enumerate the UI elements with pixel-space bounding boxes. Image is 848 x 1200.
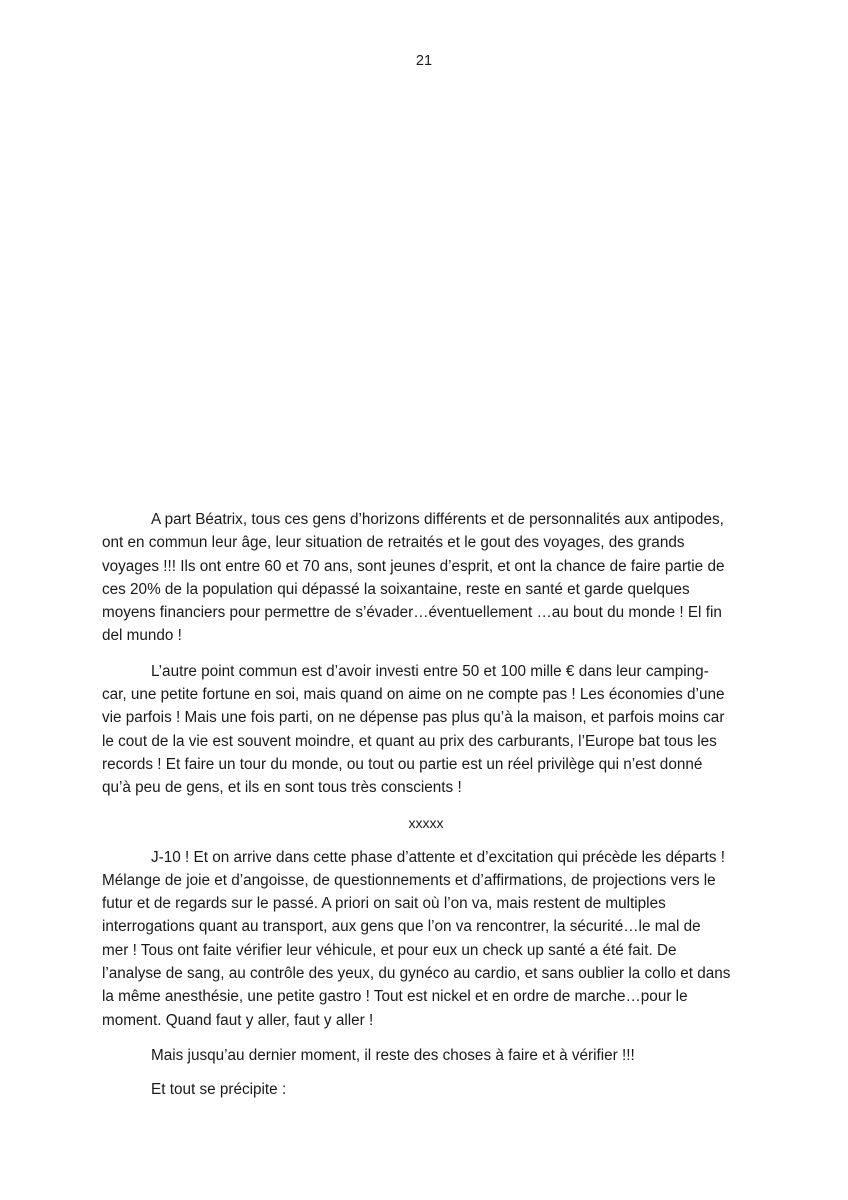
text-line: futur et de regards sur le passé. A priori on sait où l’on va, mais restent de multiples xyxy=(102,895,666,913)
paragraph-4: Mais jusqu’au dernier moment, il reste des choses à faire et à vérifier !!! xyxy=(151,1046,635,1064)
text-line: Mélange de joie et d’angoisse, de questionnements et d’affirmations, de projections vers le xyxy=(102,871,716,889)
text-line: moyens financiers pour permettre de s’évader…éventuellement …au bout du monde ! El fin xyxy=(102,604,722,622)
text-line: vie parfois ! Mais une fois parti, on ne dépense pas plus qu’à la maison, et parfois moins car xyxy=(102,709,725,727)
text-line: la même anesthésie, une petite gastro ! Tout est nickel et en ordre de marche…pour le xyxy=(102,988,688,1006)
text-line: moment. Quand faut y aller, faut y aller ! xyxy=(102,1011,374,1029)
page-number: 21 xyxy=(415,53,433,69)
section-separator: xxxxx xyxy=(408,814,444,831)
text-line: qu’à peu de gens, et ils en sont tous très conscients ! xyxy=(102,779,462,797)
text-line: records ! Et faire un tour du monde, ou tout ou partie est un réel privilège qui n’est donné xyxy=(102,755,703,773)
text-line: ces 20% de la population qui dépassé la soixantaine, reste en santé et garde quelques xyxy=(102,580,690,598)
text-line: A part Béatrix, tous ces gens d’horizons différents et de personnalités aux antipodes, xyxy=(151,511,724,528)
text-line: voyages !!! Ils ont entre 60 et 70 ans, sont jeunes d’esprit, et ont la chance de faire partie de xyxy=(102,557,725,575)
text-line: del mundo ! xyxy=(102,627,182,645)
text-line: l’analyse de sang, au contrôle des yeux, du gynéco au cardio, et sans oublier la collo et dans xyxy=(102,965,731,983)
text-line: J-10 ! Et on arrive dans cette phase d’attente et d’excitation qui précède les départs ! xyxy=(151,848,725,866)
text-line: interrogations quant au transport, aux gens que l’on va rencontrer, la sécurité…le mal de xyxy=(102,918,701,936)
text-line: le cout de la vie est souvent moindre, et quant au prix des carburants, l’Europe bat tous les xyxy=(102,732,717,750)
paragraph-5: Et tout se précipite : xyxy=(151,1081,287,1099)
text-line: mer ! Tous ont faite vérifier leur véhicule, et pour eux un check up santé a été fait. De xyxy=(102,941,677,959)
text-line: ont en commun leur âge, leur situation de retraités et le gout des voyages, des grands xyxy=(102,534,685,552)
body-text xyxy=(102,508,750,1113)
paragraph-3 xyxy=(102,846,750,1032)
paragraph-2 xyxy=(102,660,750,800)
text-line: car, une petite fortune en soi, mais quand on aime on ne compte pas ! Les économies d’une xyxy=(102,686,725,704)
text-line: L’autre point commun est d’avoir investi entre 50 et 100 mille € dans leur camping- xyxy=(151,662,709,680)
paragraph-1 xyxy=(102,508,750,648)
